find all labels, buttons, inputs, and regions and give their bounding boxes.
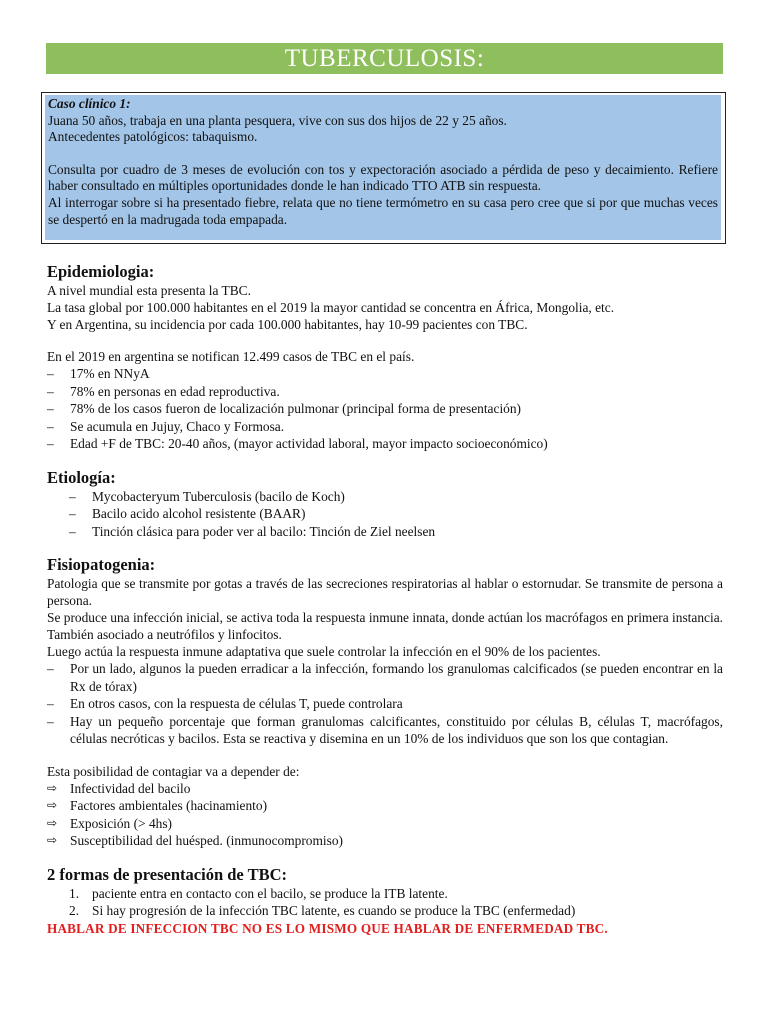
text-line: A nivel mundial esta presenta la TBC. [47,283,251,298]
case-line: Juana 50 años, trabaja en una planta pesquera, vive con sus dos hijos de 22 y 25 años. [48,112,507,128]
case-title: Caso clínico 1: [48,96,131,111]
page-title: TUBERCULOSIS: [46,43,723,74]
formas-list [47,885,723,920]
list-item: – Se acumula en Jujuy, Chaco y Formosa. [47,418,285,434]
text-line: Y en Argentina, su incidencia por cada 100.000 habitantes, hay 10-99 pacientes con TBC. [47,317,528,332]
list-item: 2. Si hay progresión de la infección TBC latente, es cuando se produce la TBC (enfermedad) [69,903,576,918]
text-line: Esta posibilidad de contagiar va a depender de: [47,763,300,779]
text-line: En el 2019 en argentina se notifican 12.499 casos de TBC en el país. [47,349,415,364]
clinical-case-box [41,92,726,244]
text-paragraph: Luego actúa la respuesta inmune adaptativa que suele controlar la infección en el 90% de los pacientes. [47,644,601,659]
text-paragraph: Se produce una infección inicial, se activa toda la respuesta inmune innata, donde actúan los macrófagos en primera instancia. También asociado a neutrófilos y linfocitos. [47,610,723,642]
list-item: ⇨ Factores ambientales (hacinamiento) [47,798,268,813]
case-paragraph: Al interrogar sobre si ha presentado fiebre, relata que no tiene termómetro en su casa pero cree que si por que muchas veces se despertó en la madrugada toda empapada. [48,194,718,227]
list-item: ⇨ Susceptibilidad del huésped. (inmunocompromiso) [47,833,343,848]
list-item: – Mycobacteryum Tuberculosis (bacilo de Koch) [69,488,345,504]
list-item: – Tinción clásica para poder ver al bacilo: Tinción de Ziel neelsen [69,523,436,539]
arrow-icon: ⇨ [47,833,58,847]
section-heading-etiologia: Etiología: [47,467,116,487]
section-heading-epidemiologia: Epidemiologia: [47,262,155,281]
list-item: – 78% en personas en edad reproductiva. [47,383,280,399]
list-item: – Por un lado, algunos la pueden erradicar a la infección, formando los granulomas calcificados (se pueden encontrar en la Rx de tórax) [47,661,723,694]
fisiopatogenia-list [47,660,723,748]
list-item: – 17% en NNyA [47,366,150,381]
list-item: 1. paciente entra en contacto con el bacilo, se produce la ITB latente. [69,885,448,901]
arrow-icon: ⇨ [47,815,58,830]
text-paragraph: Patologia que se transmite por gotas a través de las secreciones respiratorias al hablar o estornudar. Se transmite de persona a persona. [47,576,723,608]
arrow-icon: ⇨ [47,798,58,812]
list-item: – Bacilo acido alcohol resistente (BAAR) [69,506,306,521]
warning-text: HABLAR DE INFECCION TBC NO ES LO MISMO QUE HABLAR DE ENFERMEDAD TBC. [47,920,608,936]
list-item: – 78% de los casos fueron de localización pulmonar (principal forma de presentación) [47,401,522,416]
list-item: – Hay un pequeño porcentaje que forman granulomas calcificantes, constituido por células B, células T, macrófagos, células necróticas y bacilos. Esta se reactiva y disemina en un 10% de los individuos que son los que contagian. [47,713,723,746]
section-heading-formas: 2 formas de presentación de TBC: [47,864,288,884]
epidemiologia-list [47,365,723,453]
list-item: ⇨ Exposición (> 4hs) [47,815,173,831]
factores-list [47,780,723,850]
arrow-icon: ⇨ [47,780,58,795]
scroll-indicator [722,111,725,203]
list-item: – Edad +F de TBC: 20-40 años, (mayor actividad laboral, mayor impacto socioeconómico) [47,436,548,451]
text-line: La tasa global por 100.000 habitantes en el 2019 la mayor cantidad se concentra en África, Mongolia, etc. [47,300,615,315]
case-line: Antecedentes patológicos: tabaquismo. [48,129,258,145]
list-item: ⇨ Infectividad del bacilo [47,780,191,796]
case-paragraph: Consulta por cuadro de 3 meses de evolución con tos y expectoración asociado a pérdida de peso y decaimiento. Refiere haber consultado en múltiples oportunidades donde le han indicado TTO ATB sin respuesta. [48,161,718,194]
etiologia-list [47,488,723,541]
clinical-case-content [45,95,721,240]
section-heading-fisiopatogenia: Fisiopatogenia: [47,555,156,574]
list-item: – En otros casos, con la respuesta de células T, puede controlara [47,696,403,711]
document-body [47,262,723,937]
